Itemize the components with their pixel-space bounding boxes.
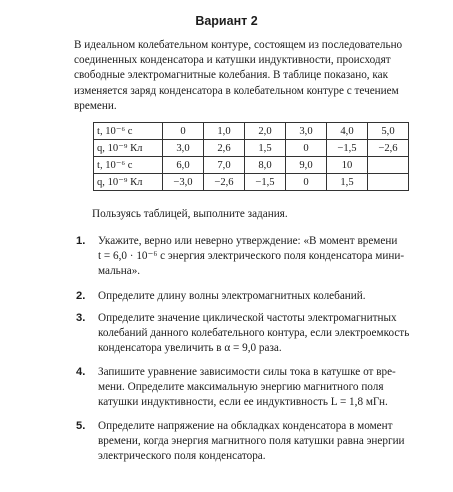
- table-cell: 0: [286, 140, 327, 157]
- task-line: Запишите уравнение зависимости силы тока в катушке от вре-: [98, 366, 396, 378]
- table-cell: 3,0: [163, 140, 204, 157]
- task-line: Определите длину волны электромагнитных колебаний.: [98, 290, 366, 302]
- intro-line: В идеальном колебательном контуре, состоящем из последовательно: [74, 39, 403, 51]
- table-cell: −1,5: [327, 140, 368, 157]
- intro-paragraph: [74, 38, 434, 114]
- task-line: t = 6,0 · 10⁻⁶ с энергия электрического поля конденсатора мини-: [98, 250, 405, 263]
- table-cell: 5,0: [368, 123, 409, 140]
- task-number: 2.: [76, 290, 86, 302]
- task-text: [98, 365, 438, 411]
- table-cell: −1,5: [245, 174, 286, 191]
- table-row: [94, 123, 409, 140]
- task-line: катушки индуктивности, если ее индуктивность L = 1,8 мГн.: [98, 396, 388, 409]
- intro-line: соединенных конденсатора и катушки индуктивности, происходят: [74, 54, 391, 67]
- task-line: мени. Определите максимальную энергию магнитного поля: [98, 381, 384, 394]
- table-cell: [368, 157, 409, 174]
- task-line: колебаний данного колебательного контура, если электроемкость: [98, 327, 410, 340]
- table-cell: 3,0: [286, 123, 327, 140]
- table-cell: 2,6: [204, 140, 245, 157]
- table-cell: 2,0: [245, 123, 286, 140]
- table-cell: 1,5: [327, 174, 368, 191]
- table-cell: 10: [327, 157, 368, 174]
- table-cell: 4,0: [327, 123, 368, 140]
- task-line: конденсатора увеличить в α = 9,0 раза.: [98, 342, 282, 355]
- task-text: [98, 289, 438, 304]
- table-cell: −2,6: [368, 140, 409, 157]
- table-cell: −2,6: [204, 174, 245, 191]
- task-number: 3.: [76, 312, 86, 324]
- task-line: Определите напряжение на обкладках конденсатора в момент: [98, 420, 393, 432]
- table-cell: 1,0: [204, 123, 245, 140]
- table-cell: 1,5: [245, 140, 286, 157]
- table-cell: 9,0: [286, 157, 327, 174]
- variant-title: Вариант 2: [195, 14, 258, 28]
- row-header: q, 10⁻⁹ Кл: [94, 140, 163, 157]
- table-cell: 0: [286, 174, 327, 191]
- task-line: Укажите, верно или неверно утверждение: «В момент времени: [98, 235, 398, 247]
- task-text: [98, 419, 438, 465]
- task-text: [98, 311, 438, 357]
- task-line: электрического поля конденсатора.: [98, 450, 266, 463]
- table-cell: −3,0: [163, 174, 204, 191]
- charge-time-table: [93, 122, 409, 191]
- intro-line: изменяется заряд конденсатора в колебательном контуре с течением: [74, 84, 399, 97]
- task-number: 1.: [76, 235, 86, 247]
- table-row: [94, 157, 409, 174]
- table-cell: 7,0: [204, 157, 245, 174]
- instruction-text: Пользуясь таблицей, выполните задания.: [92, 208, 288, 220]
- table-row: [94, 174, 409, 191]
- task-line: времени, когда энергия магнитного поля катушки равна энергии: [98, 435, 405, 448]
- row-header: t, 10⁻⁶ с: [94, 123, 163, 140]
- row-header: t, 10⁻⁶ с: [94, 157, 163, 174]
- table-cell: 6,0: [163, 157, 204, 174]
- table-cell: 0: [163, 123, 204, 140]
- task-line: Определите значение циклической частоты электромагнитных: [98, 312, 397, 324]
- intro-line: свободные электромагнитные колебания. В таблице показано, как: [74, 69, 389, 82]
- table-cell: [368, 174, 409, 191]
- task-line: мальна».: [98, 265, 141, 278]
- task-number: 5.: [76, 420, 86, 432]
- row-header: q, 10⁻⁹ Кл: [94, 174, 163, 191]
- intro-line: времени.: [74, 99, 117, 112]
- task-text: [98, 234, 438, 280]
- table-cell: 8,0: [245, 157, 286, 174]
- task-number: 4.: [76, 366, 86, 378]
- table-row: [94, 140, 409, 157]
